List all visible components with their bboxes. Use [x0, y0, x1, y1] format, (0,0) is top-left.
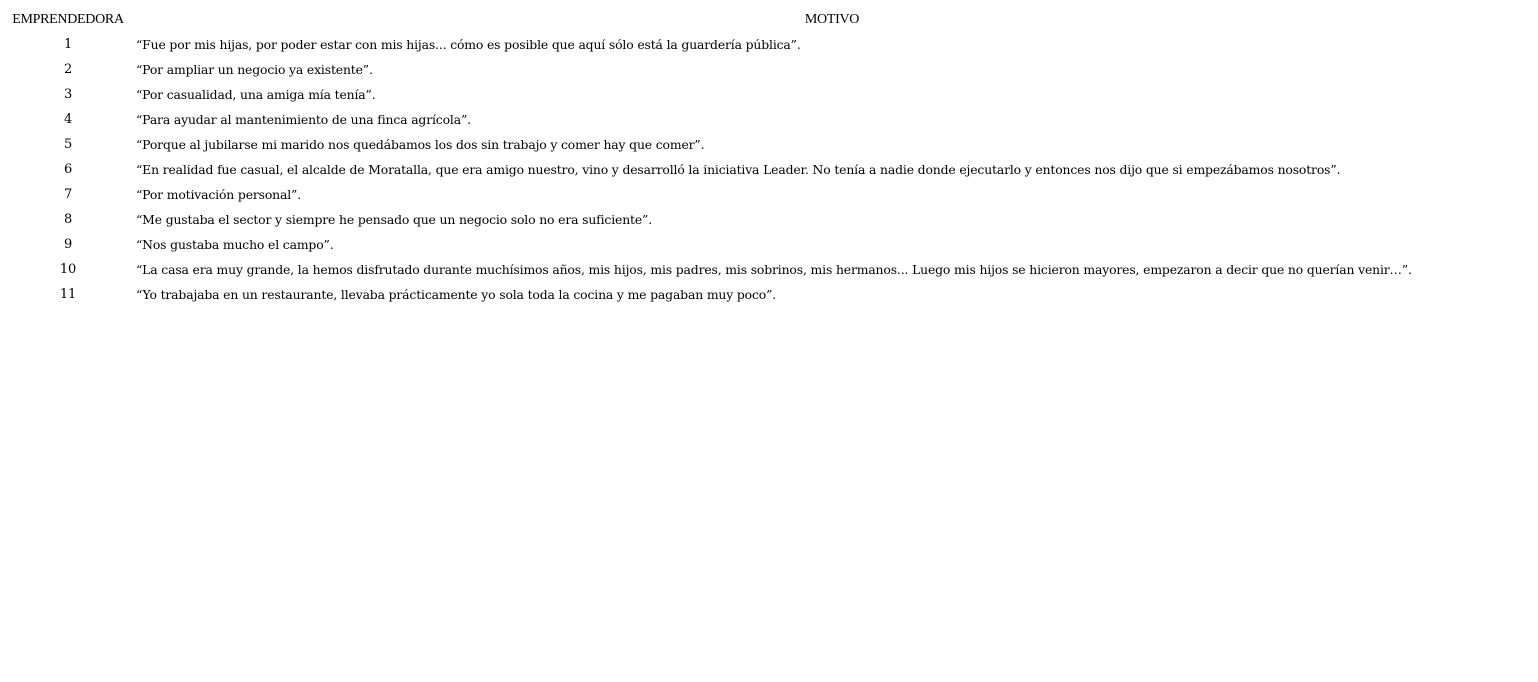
row-id: 11: [59, 287, 77, 302]
row-id: 4: [63, 112, 73, 127]
row-id: 5: [63, 137, 73, 152]
row-id: 3: [63, 87, 73, 102]
row-id: 1: [63, 37, 73, 52]
table-row: [0, 132, 1538, 157]
header-emprendedora: EMPRENDEDORA: [12, 11, 124, 27]
table-row: [0, 57, 1538, 82]
table-row: [0, 107, 1538, 132]
row-id: 10: [59, 262, 77, 277]
row-motivo: “Yo trabajaba en un restaurante, llevaba prácticamente yo sola toda la cocina y me pagaban muy poco”.: [136, 287, 777, 302]
row-id: 8: [63, 212, 73, 227]
table-row: [0, 82, 1538, 107]
table-row: [0, 282, 1538, 307]
table-row: [0, 257, 1538, 282]
row-motivo: “Porque al jubilarse mi marido nos quedábamos los dos sin trabajo y comer hay que comer”.: [136, 137, 705, 152]
table-row: [0, 232, 1538, 257]
table-row: [0, 207, 1538, 232]
row-motivo: “En realidad fue casual, el alcalde de Moratalla, que era amigo nuestro, vino y desarrolló la iniciativa Leader. No tenía a nadie donde ejecutarlo y entonces nos dijo que si empezábamos nosotros”.: [136, 162, 1341, 177]
row-id: 6: [63, 162, 73, 177]
row-id: 9: [63, 237, 73, 252]
header-motivo: MOTIVO: [804, 11, 860, 27]
row-id: 2: [63, 62, 73, 77]
row-motivo: “Nos gustaba mucho el campo”.: [136, 237, 334, 252]
table-row: [0, 157, 1538, 182]
table-row: [0, 32, 1538, 57]
row-motivo: “Por ampliar un negocio ya existente”.: [136, 62, 373, 77]
motivo-table: [0, 7, 1538, 307]
row-id: 7: [63, 187, 73, 202]
row-motivo: “Fue por mis hijas, por poder estar con mis hijas... cómo es posible que aquí sólo está la guardería pública”.: [136, 37, 801, 52]
row-motivo: “Por motivación personal”.: [136, 187, 302, 202]
table-header-row: [0, 7, 1538, 32]
row-motivo: “Me gustaba el sector y siempre he pensado que un negocio solo no era suficiente”.: [136, 212, 653, 227]
row-motivo: “Para ayudar al mantenimiento de una finca agrícola”.: [136, 112, 471, 127]
table-row: [0, 182, 1538, 207]
row-motivo: “La casa era muy grande, la hemos disfrutado durante muchísimos años, mis hijos, mis padres, mis sobrinos, mis hermanos... Luego mis hijos se hicieron mayores, empezaron a decir que no querían venir…”.: [136, 262, 1412, 277]
row-motivo: “Por casualidad, una amiga mía tenía”.: [136, 87, 376, 102]
